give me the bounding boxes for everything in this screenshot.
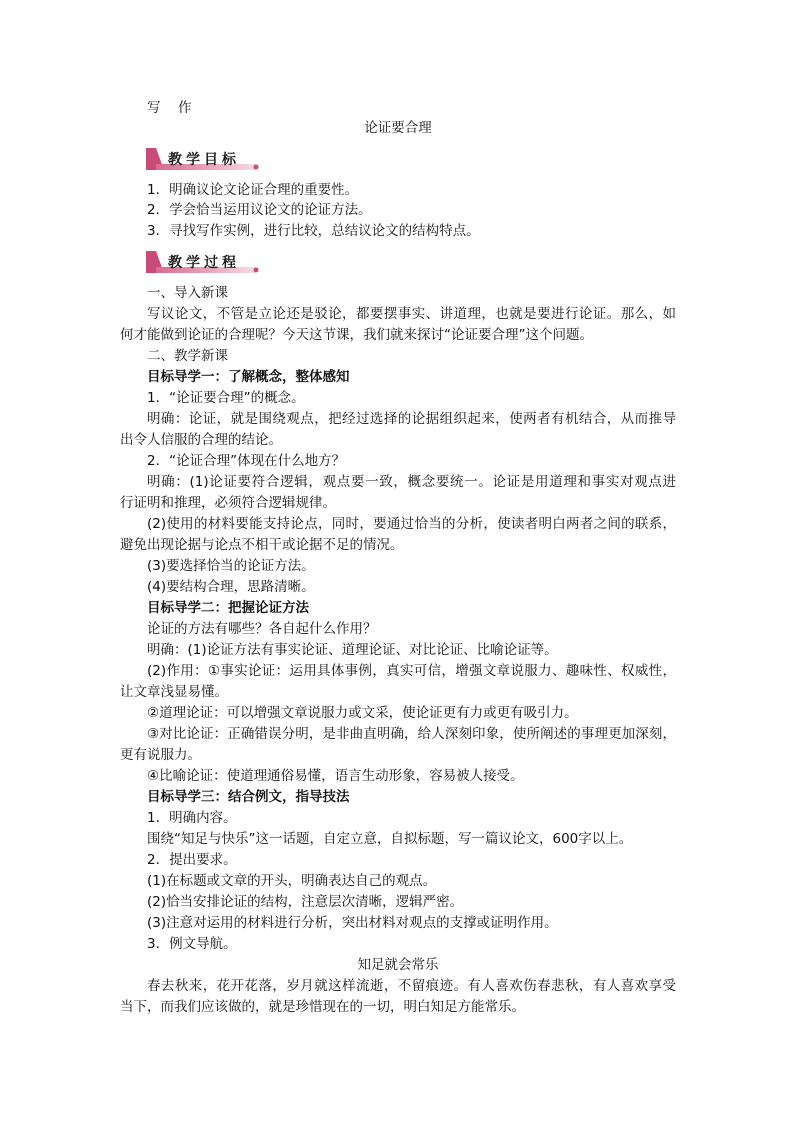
- goal-item: 2．学会恰当运用议论文的论证方法。: [147, 202, 372, 218]
- paragraph-line: 3．例文导航。: [147, 936, 237, 952]
- paragraph-line: 一、导入新课: [147, 285, 228, 301]
- paragraph-line: 更有说服力。: [120, 747, 201, 763]
- paragraph-line: 明确：(1)论证要符合逻辑，观点要一致，概念要统一。论证是用道理和事实对观点进: [147, 474, 676, 490]
- goal-item: 1．明确议论文论证合理的重要性。: [147, 182, 359, 198]
- paragraph-line: 2．提出要求。: [147, 852, 237, 868]
- banner-teaching-goals: [146, 146, 262, 172]
- paragraph-line: 出令人信服的合理的结论。: [120, 432, 282, 448]
- subheading: 目标导学一：了解概念，整体感知: [147, 369, 350, 385]
- paragraph-line: 围绕“知足与快乐”这一话题，自定立意，自拟标题，写一篇议论文，600字以上。: [147, 831, 633, 847]
- subheading: 目标导学三：结合例文，指导技法: [147, 789, 350, 805]
- paragraph-line: 避免出现论据与论点不相干或论据不足的情况。: [120, 537, 404, 553]
- paragraph-line: 当下，而我们应该做的，就是珍惜现在的一切，明白知足方能常乐。: [120, 999, 525, 1015]
- paragraph-line: 明确：论证，就是围绕观点，把经过选择的论据组织起来，使两者有机结合，从而推导: [147, 411, 676, 427]
- paragraph-line: 2．“论证合理”体现在什么地方？: [147, 453, 346, 469]
- paragraph-line: (2)作用：①事实论证：运用具体事例，真实可信，增强文章说服力、趣味性、权威性，: [147, 663, 676, 679]
- page-title: 论证要合理: [364, 120, 432, 136]
- paragraph-line: 二、教学新课: [147, 348, 228, 364]
- paragraph-line: 明确：(1)论证方法有事实论证、道理论证、对比论证、比喻论证等。: [147, 642, 558, 658]
- paragraph-line: (4)要结构合理，思路清晰。: [147, 579, 315, 595]
- paragraph-line: 行证明和推理，必须符合逻辑规律。: [120, 495, 336, 511]
- paragraph-line: ④比喻论证：使道理通俗易懂，语言生动形象，容易被人接受。: [147, 768, 524, 784]
- banner-label: 教学目标: [168, 152, 240, 168]
- paragraph-line: 1．明确内容。: [147, 810, 237, 826]
- paragraph-line: 春去秋来，花开花落，岁月就这样流逝，不留痕迹。有人喜欢伤春悲秋，有人喜欢享受: [147, 978, 676, 994]
- paragraph-line: 写议论文，不管是立论还是驳论，都要摆事实、讲道理，也就是要进行论证。那么，如: [147, 306, 676, 322]
- paragraph-line: ②道理论证：可以增强文章说服力或文采，使论证更有力或更有吸引力。: [147, 705, 578, 721]
- paragraph-line: 1．“论证要合理”的概念。: [147, 390, 305, 406]
- banner-teaching-process: [146, 249, 262, 275]
- paragraph-line: 让文章浅显易懂。: [120, 684, 228, 700]
- paragraph-line: (2)恰当安排论证的结构，注意层次清晰，逻辑严密。: [147, 894, 464, 910]
- paragraph-line: (2)使用的材料要能支持论点，同时，要通过恰当的分析，使读者明白两者之间的联系，: [147, 516, 676, 532]
- paragraph-line: (1)在标题或文章的开头，明确表达自己的观点。: [147, 873, 437, 889]
- essay-title: 知足就会常乐: [357, 957, 439, 973]
- paragraph-line: 论证的方法有哪些？各自起什么作用？: [147, 621, 377, 637]
- subheading: 目标导学二：把握论证方法: [147, 600, 309, 616]
- goal-item: 3．寻找写作实例，进行比较，总结议论文的结构特点。: [147, 223, 480, 239]
- paragraph-line: 何才能做到论证的合理呢？今天这节课，我们就来探讨“论证要合理”这个问题。: [120, 327, 593, 343]
- paragraph-line: (3)要选择恰当的论证方法。: [147, 558, 315, 574]
- paragraph-line: ③对比论证：正确错误分明，是非曲直明确，给人深刻印象，使所阐述的事理更加深刻，: [147, 726, 676, 742]
- paragraph-line: (3)注意对运用的材料进行分析，突出材料对观点的支撑或证明作用。: [147, 915, 558, 931]
- section-heading: 写 作: [147, 100, 194, 116]
- banner-label: 教学过程: [168, 255, 240, 271]
